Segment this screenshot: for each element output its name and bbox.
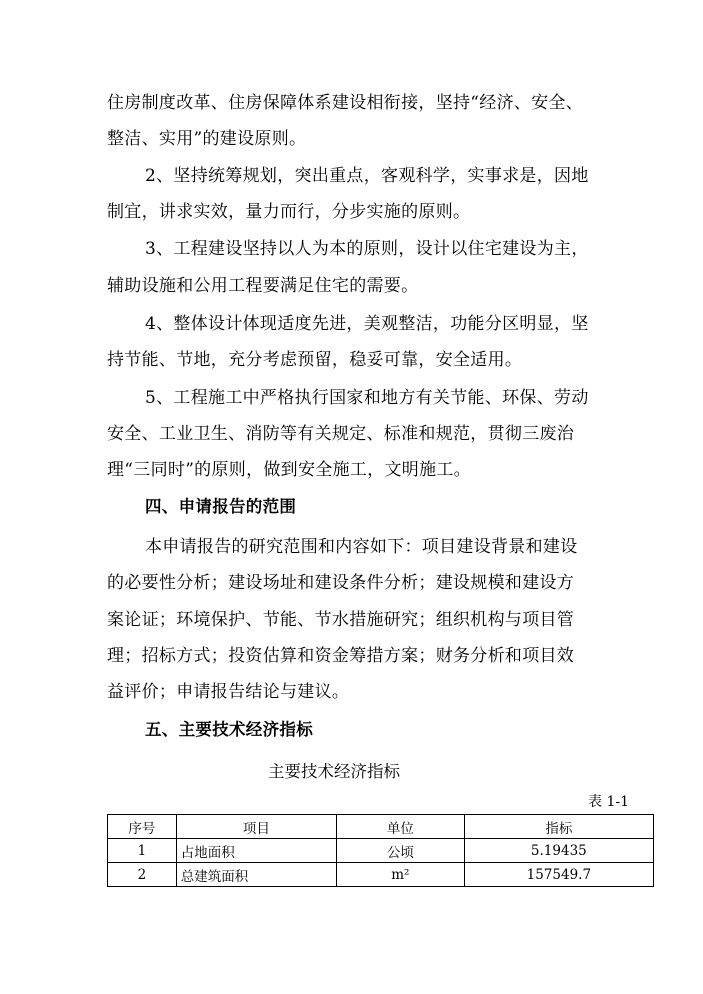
text-line: 制宜，讲求实效，量力而行，分步实施的原则。 bbox=[107, 202, 471, 222]
text-line: 住房制度改革、住房保障体系建设相衔接，坚持“经济、安全、 bbox=[107, 93, 584, 113]
table-cell: 5.19435 bbox=[464, 839, 653, 863]
table-row bbox=[108, 863, 654, 887]
text-line: 3、工程建设坚持以人为本的原则，设计以住宅建设为主， bbox=[145, 239, 589, 259]
text-line: 2、坚持统筹规划，突出重点，客观科学，实事求是，因地 bbox=[145, 166, 589, 186]
table-row bbox=[108, 839, 654, 863]
text-line: 辅助设施和公用工程要满足住宅的需要。 bbox=[107, 276, 419, 296]
text-line: 益评价；申请报告结论与建议。 bbox=[107, 682, 350, 702]
text-line: 案论证；环境保护、节能、节水措施研究；组织机构与项目管 bbox=[107, 610, 575, 630]
table-cell: 占地面积 bbox=[176, 839, 336, 863]
header-cell: 序号 bbox=[108, 815, 177, 839]
table-cell: m² bbox=[336, 863, 464, 887]
text-line: 整洁、实用”的建设原则。 bbox=[107, 129, 307, 149]
text-line: 理“三同时”的原则，做到安全施工，文明施工。 bbox=[107, 460, 471, 480]
text-line: 持节能、节地，充分考虑预留，稳妥可靠，安全适用。 bbox=[107, 350, 523, 370]
text-line: 4、整体设计体现适度先进，美观整洁，功能分区明显，坚 bbox=[145, 314, 589, 334]
table-number: 表 1-1 bbox=[588, 794, 629, 810]
table-cell: 157549.7 bbox=[464, 863, 653, 887]
table-cell: 1 bbox=[108, 839, 177, 863]
table-header-row bbox=[108, 815, 654, 839]
header-cell: 指标 bbox=[464, 815, 653, 839]
section-heading-5: 五、主要技术经济指标 bbox=[145, 720, 313, 739]
text-line: 本申请报告的研究范围和内容如下：项目建设背景和建设 bbox=[145, 537, 578, 557]
text-line: 5、工程施工中严格执行国家和地方有关节能、环保、劳动 bbox=[145, 388, 589, 408]
header-cell: 单位 bbox=[336, 815, 464, 839]
header-cell: 项目 bbox=[176, 815, 336, 839]
table-cell: 公顷 bbox=[336, 839, 464, 863]
table-caption: 主要技术经济指标 bbox=[268, 762, 400, 781]
section-heading-4: 四、申请报告的范围 bbox=[145, 497, 297, 516]
text-line: 的必要性分析；建设场址和建设条件分析；建设规模和建设方 bbox=[107, 573, 575, 593]
indicator-table bbox=[107, 814, 654, 887]
table-cell: 总建筑面积 bbox=[176, 863, 336, 887]
text-line: 理；招标方式；投资估算和资金筹措方案；财务分析和项目效 bbox=[107, 646, 575, 666]
table-cell: 2 bbox=[108, 863, 177, 887]
text-line: 安全、工业卫生、消防等有关规定、标准和规范，贯彻三废治 bbox=[107, 424, 575, 444]
